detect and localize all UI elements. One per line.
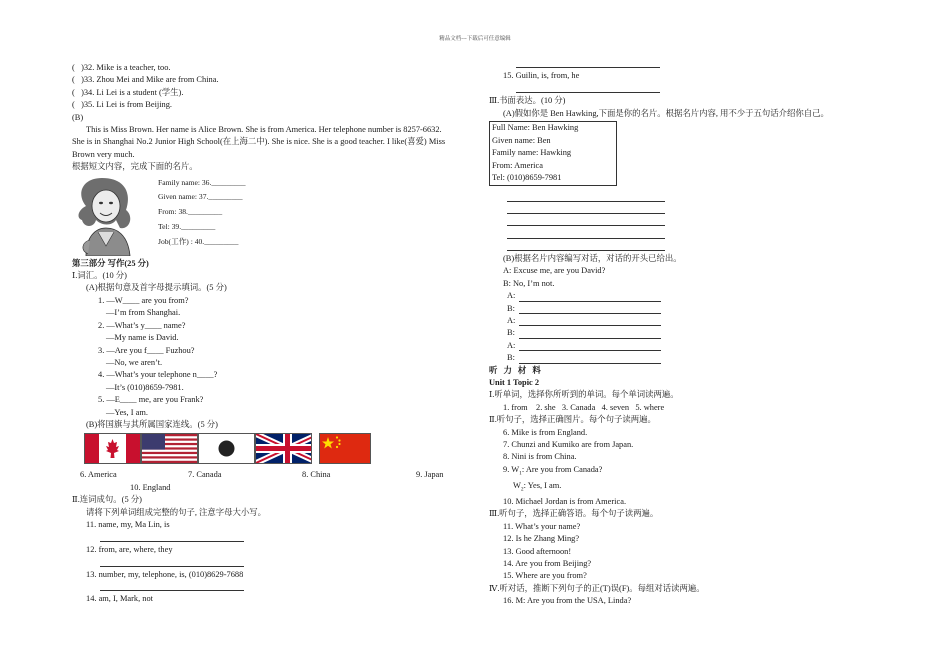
section-b-label: (B) [72,112,84,122]
listening-item: 10. Michael Jordan is from America. [503,496,627,506]
card-field: Family name: 36._________ [158,177,246,187]
japan-flag-icon [198,433,255,464]
vocab-answer: —Yes, I am. [106,407,148,417]
tf-item: ( )35. Li Lei is from Beijing. [72,100,173,110]
card-exercise [72,174,452,258]
card-line: Full Name: Ben Hawking [492,123,579,132]
card-field: Tel: 39._________ [158,222,216,232]
usa-flag-icon [141,433,198,464]
card-field: Given name: 37._________ [158,192,243,202]
business-card [489,121,617,186]
listening-item: 7. Chunzi and Kumiko are from Japan. [503,439,634,449]
country-label: 6. America [80,470,117,480]
vocab-question: 5. —E____ me, are you Frank? [98,395,204,405]
listening-item: 11. What’s your name? [503,521,581,531]
uk-flag-icon [255,433,312,464]
writing-line[interactable] [507,239,665,251]
listening-item: 13. Good afternoon! [503,546,572,556]
country-label: 8. China [302,470,331,480]
card-line: Tel: (010)8659-7981 [492,173,562,182]
listening-section-title: Ⅲ.听句子，选择正确答语。每个句子读两遍。 [489,509,659,519]
writing-line[interactable] [507,214,665,226]
vocab-answer: —No, we aren’t. [106,357,163,367]
writing-b-instruction: (B)根据名片内容编写对话，对话的开头已给出。 [503,253,682,263]
vocab-question: 1. —W____ are you from? [98,295,189,305]
dialog-line: B: No, I’m not. [503,278,555,288]
writing-title: Ⅲ.书面表达。(10 分) [489,96,566,106]
page-header: 精品文档---下载后可任意编辑 [439,36,511,42]
writing-line[interactable] [507,190,665,202]
tf-item: ( )32. Mike is a teacher, too. [72,63,171,72]
card-line: From: America [492,160,543,170]
card-line: Given name: Ben [492,135,551,145]
answer-line[interactable] [72,556,452,568]
card-line: Family name: Hawking [492,148,572,157]
country-label: 10. England [130,482,171,492]
country-label: 9. Japan [416,470,444,480]
left-column [72,62,452,606]
listening-item: $W_2$: Yes, I am. [513,480,562,493]
vocab-answer: —It’s (010)8659-7981. [106,382,184,392]
answer-line[interactable] [72,531,452,543]
unit-title: Unit 1 Topic 2 [489,377,540,387]
dialog-blank[interactable]: A: [489,290,889,302]
flag-countries [72,469,452,481]
canada-flag-icon [84,433,141,464]
listening-section-title: Ⅰ.听单词，选择你所听到的单词。每个单词读两遍。 [489,390,679,400]
card-field: From: 38._________ [158,207,223,217]
listening-item: 12. Is he Zhang Ming? [503,534,580,544]
vocab-answer: —I’m from Shanghai. [106,308,181,318]
listening-section-title: Ⅳ.听对话，推断下列句子的正(T)误(F)。每组对话读两遍。 [489,583,705,593]
vocab-b-instruction: (B)将国旗与其所属国家连线。(5 分) [86,419,218,429]
tf-item: ( )33. Zhou Mei and Mike are from China. [72,75,219,85]
flag-row [72,433,452,467]
listening-item: 16. M: Are you from the USA, Linda? [503,596,632,606]
country-label: 7. Canada [188,470,222,480]
dialog-line: A: Excuse me, are you David? [503,266,606,276]
vocab-title: Ⅰ.词汇。(10 分) [72,271,127,281]
tf-item: ( )34. Li Lei is a student (学生). [72,87,184,97]
vocab-answer: —My name is David. [106,333,179,343]
listening-title: 听 力 材 料 [489,365,543,375]
sentence-item: 12. from, are, where, they [86,544,173,554]
sentence-instruction: 请将下列单词组成完整的句子, 注意字母大小写。 [86,507,267,517]
answer-line[interactable] [72,581,452,593]
listening-item: 15. Where are you from? [503,571,587,581]
vocab-question: 4. —What’s your telephone n____? [98,370,218,380]
listening-item: 8. Nini is from China. [503,452,577,462]
writing-line[interactable] [507,202,665,214]
dialog-blank[interactable]: B: [489,352,889,364]
writing-a-instruction: (A)假如你是 Ben Hawking,下面是你的名片。根据名片内容, 用不少于五句话介绍你自己。 [503,108,829,118]
listening-item: 6. Mike is from England. [503,427,588,437]
dialog-blank[interactable]: A: [489,315,889,327]
listening-item: 14. Are you from Beijing? [503,558,592,568]
sentence-item: 11. name, my, Ma Lin, is [86,519,170,529]
sentence-item: 14. am, I, Mark, not [86,594,153,604]
listening-section-title: Ⅱ.听句子，选择正确图片。每个句子读两遍。 [489,415,656,425]
answer-line[interactable] [489,58,889,70]
card-fields [158,176,246,250]
vocab-question: 2. —What’s y____ name? [98,320,186,330]
vocab-question: 3. —Are you f____ Fuzhou? [98,345,195,355]
teacher-cartoon-icon [72,176,144,256]
china-flag-icon [319,433,371,464]
sentence-item: 13. number, my, telephone, is, (010)8629-7688 [86,569,244,579]
sentence-item: 15. Guilin, is, from, he [503,71,580,81]
listening-item: 1. from 2. she 3. Canada 4. seven 5. where [503,402,665,412]
answer-line[interactable] [489,83,889,95]
reading-passage: This is Miss Brown. Her name is Alice Brown. She is from America. Her telephone number is 8257-6632. She is in Shanghai No.2 Junior High School(在上海二中). She is nice. She is a good teacher. I like(喜爱) Miss Brown very much. [72,125,446,159]
part3-title: 第三部分 写作(25 分) [72,258,149,268]
card-instruction: 根据短文内容，完成下面的名片。 [72,162,198,172]
dialog-blank[interactable]: B: [489,327,889,339]
card-field: Job(工作) : 40._________ [158,236,239,246]
vocab-a-instruction: (A)根据句意及首字母提示填词。(5 分) [86,283,227,293]
dialog-blank[interactable]: B: [489,303,889,315]
dialog-blank[interactable]: A: [489,340,889,352]
listening-item: 9. $W_1$: Are you from Canada? [503,464,603,477]
sentence-title: Ⅱ.连词成句。(5 分) [72,495,142,505]
right-column [489,58,889,608]
writing-line[interactable] [507,226,665,238]
